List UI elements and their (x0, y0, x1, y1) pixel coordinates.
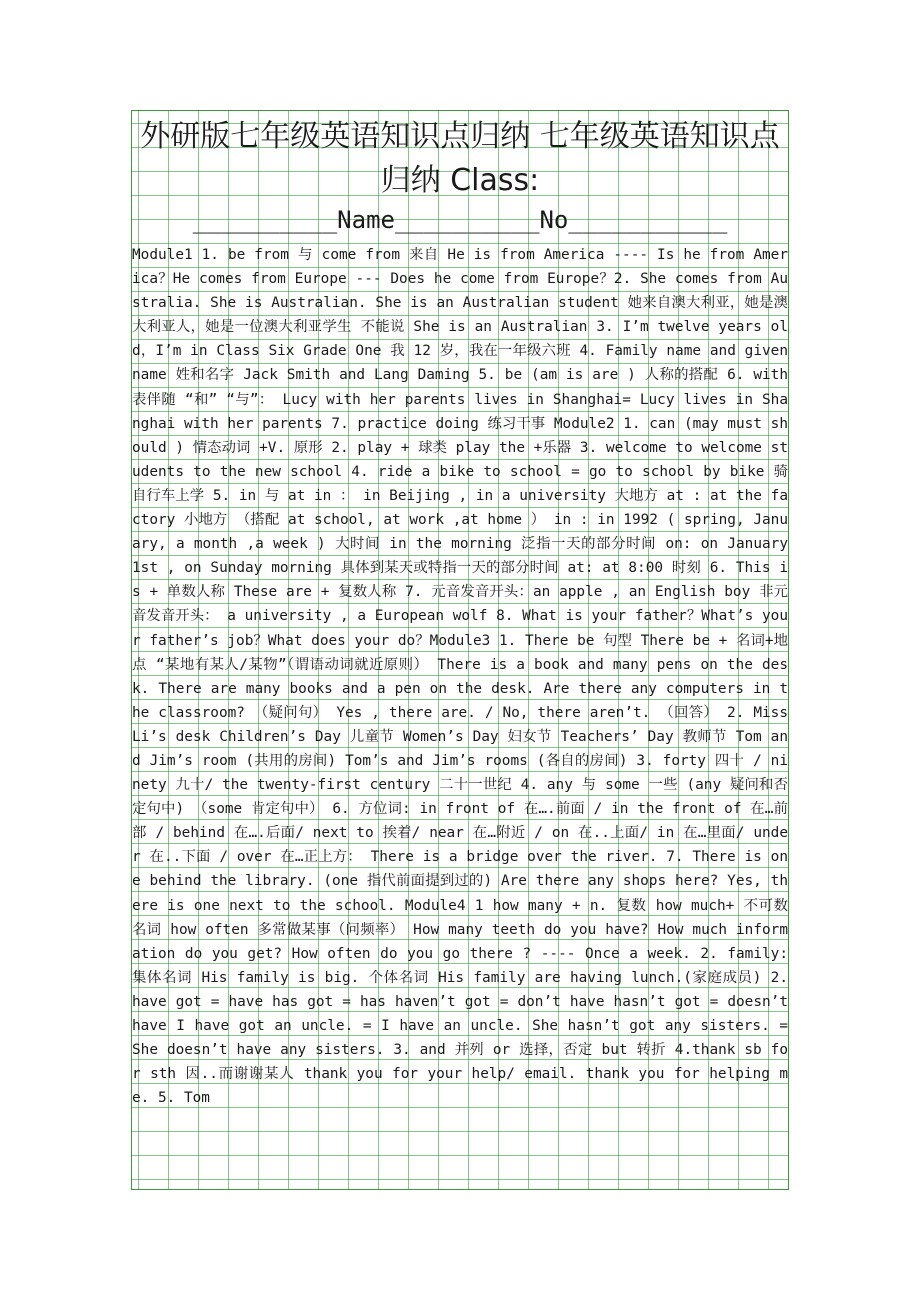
document-title (132, 115, 788, 203)
title-text: 外研版七年级英语知识点归纳 七年级英语知识点归纳 Class: (140, 119, 780, 198)
document-body: Module1 1. be from 与 come from 来自 He is from America ---- Is he from America？He comes from Europe --- Does he come from Europe？2. She comes from Australia. She is Australian. She is an Australian student 她来自澳大利亚，她是澳大利亚人，她是一位澳大利亚学生 不能说 She is an Australian 3. I’m twelve years old，I’m in Class Six Grade One 我 12 岁，我在一年级六班 4. Family name and given name 姓和名字 Jack Smith and Lang Daming 5. be (am is are ) 人称的搭配 6. with 表伴随 “和” “与”： Lucy with her parents lives in Shanghai= Lucy lives in Shanghai with her parents 7. practice doing 练习干事 Module2 1. can (may must should ) 情态动词 +V. 原形 2. play + 球类 play the +乐器 3. welcome to welcome students to the new school 4. ride a bike to school = go to school by bike 骑自行车上学 5. in 与 at in ： in Beijing , in a university 大地方 at : at the factory 小地方 （搭配 at school, at work ,at home ） in : in 1992 ( spring, January, a month ,a week ) 大时间 in the morning 泛指一天的部分时间 on: on January 1st , on Sunday morning 具体到某天或特指一天的部分时间 at: at 8:00 时刻 6. This is + 单数人称 These are + 复数人称 7. 元音发音开头：an apple , an English boy 非元音发音开头： a university , a European wolf 8. What is your father？What’s your father’s job？What does your do？Module3 1. There be 句型 There be + 名词+地点 “某地有某人/某物”（谓语动词就近原则） There is a book and many pens on the desk. There are many books and a pen on the desk. Are there any computers in the classroom? （疑问句） Yes , there are. / No, there aren’t. （回答） 2. Miss Li’s desk Children’s Day 儿童节 Women’s Day 妇女节 Teachers’ Day 教师节 Tom and Jim’s room (共用的房间) Tom’s and Jim’s rooms (各自的房间) 3. forty 四十 / ninety 九十/ the twenty-first century 二十一世纪 4. any 与 some 一些 (any 疑问和否定句中) （some 肯定句中） 6. 方位词: in front of 在….前面 / in the front of 在…前部 / behind 在….后面/ next to 挨着/ near 在…附近 / on 在..上面/ in 在…里面/ under 在..下面 / over 在…正上方： There is a bridge over the river. 7. There is one behind the library. (one 指代前面提到过的) Are there any shops here? Yes, there is one next to the school. Module4 1 how many + n. 复数 how much+ 不可数名词 how often 多常做某事（问频率） How many teeth do you have? How much information do you get? How often do you go there ? ---- Once a week. 2. family: 集体名词 His family is big. 个体名词 His family are having lunch.(家庭成员) 2. have got = have has got = has haven’t got = don’t have hasn’t got = doesn’t have I have got an uncle. = I have an uncle. She hasn’t got any sisters. = She doesn’t have any sisters. 3. and 并列 or 选择，否定 but 转折 4.thank sb for sth 因..而谢谢某人 thank you for your help/ email. thank you for helping me. 5. Tom (132, 247, 788, 1107)
name-number-line: __________Name__________No___________ (192, 206, 728, 234)
document-page (131, 110, 789, 1190)
